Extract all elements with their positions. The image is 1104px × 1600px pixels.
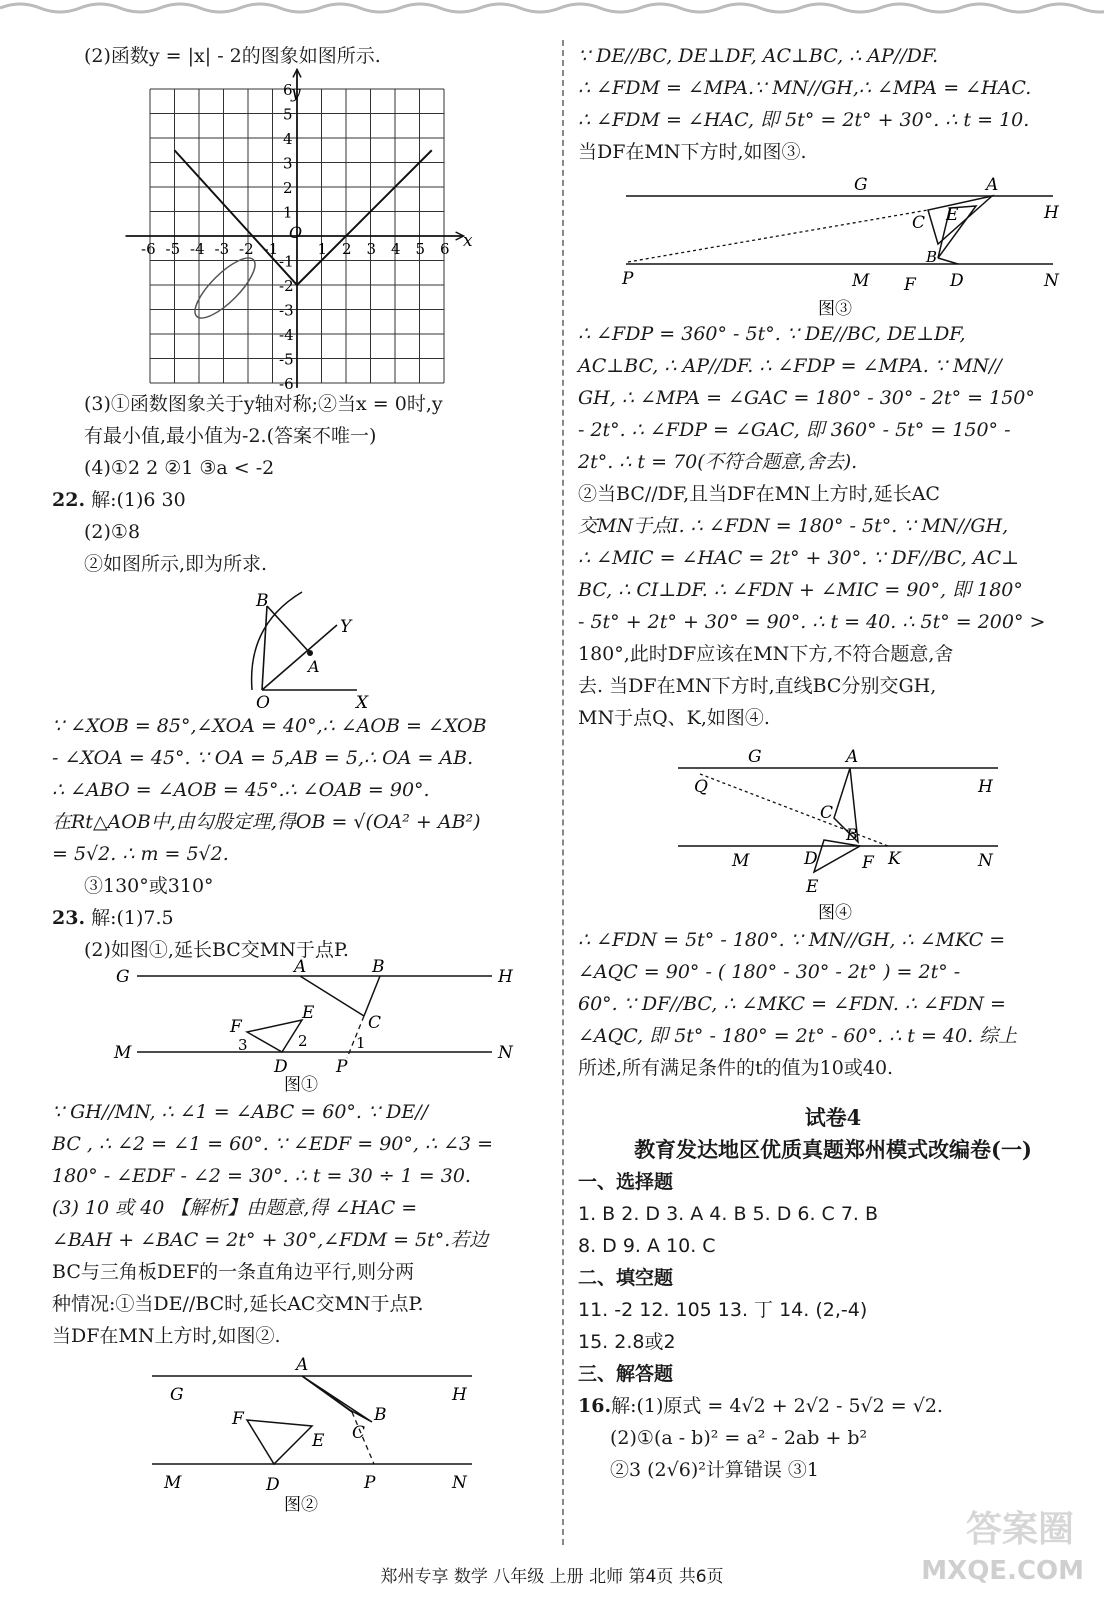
q22-proof-1: ∵ ∠XOB = 85°,∠XOA = 40°,∴ ∠AOB = ∠XOB	[52, 715, 487, 737]
y-tick-label: -3	[279, 301, 294, 320]
right-line-22: 所述,所有满足条件的t的值为10或40.	[578, 1057, 894, 1079]
y-tick-label: 2	[283, 179, 293, 197]
fig3-label-a: A	[986, 175, 999, 195]
fig22-label-o: O	[256, 693, 270, 713]
q23-part3-2: ∠BAH + ∠BAC = 2t° + 30°,∠FDM = 5t°.若边	[52, 1229, 489, 1251]
fig1-angle-3: 3	[238, 1036, 248, 1054]
fig1-label-m: M	[114, 1043, 132, 1063]
stamp-mark	[187, 250, 263, 326]
right-line-1: ∵ DE//BC, DE⊥DF, AC⊥BC, ∴ AP//DF.	[578, 45, 939, 67]
fig3-label-m: M	[852, 271, 870, 291]
fig3-label-d: D	[950, 271, 964, 291]
fig3-label-f: F	[904, 275, 916, 295]
y-tick-label: 3	[283, 154, 293, 173]
fig2-label-b: B	[374, 1405, 387, 1425]
q23-part3-5: 当DF在MN上方时,如图②.	[52, 1325, 281, 1347]
y-tick-label: -4	[279, 326, 294, 344]
fig3-label-p: P	[622, 269, 634, 289]
paper-subtitle: 教育发达地区优质真题郑州模式改编卷(一)	[634, 1137, 1032, 1162]
watermark-logo: 答案圈	[965, 1509, 1074, 1550]
right-line-6: AC⊥BC, ∴ AP//DF. ∴ ∠FDP = ∠MPA. ∵ MN//	[578, 355, 1002, 377]
paper-title: 试卷4	[804, 1105, 862, 1130]
right-line-4: 当DF在MN下方时,如图③.	[578, 141, 807, 163]
fig22-label-y: Y	[340, 617, 352, 637]
q23-part3-3: BC与三角板DEF的一条直角边平行,则分两	[52, 1261, 415, 1283]
fill-answers-1: 11. -2 12. 105 13. 丁 14. (2,-4)	[578, 1299, 868, 1321]
fig4-label-k: K	[888, 849, 901, 869]
x-tick-label: -2	[239, 240, 254, 258]
fig2-label-g: G	[170, 1385, 184, 1405]
fill-answers-2: 15. 2.8或2	[578, 1331, 676, 1353]
q23-first-line	[52, 902, 552, 934]
q21-part3-line1: (3)①函数图象关于y轴对称;②当x = 0时,y	[84, 393, 443, 415]
fig1-label-c: C	[368, 1013, 382, 1033]
x-tick-label: 5	[415, 240, 426, 258]
fig1-label-a: A	[294, 957, 307, 977]
fig1-caption: 图①	[284, 1075, 318, 1095]
fig4-label-c: C	[820, 803, 834, 823]
right-line-12: ∴ ∠MIC = ∠HAC = 2t° + 30°. ∵ DF//BC, AC⊥	[578, 547, 1019, 569]
x-tick-label: 2	[342, 240, 352, 258]
right-line-20: 60°. ∵ DF//BC, ∴ ∠MKC = ∠FDN. ∴ ∠FDN =	[578, 993, 1006, 1015]
q22-first-line	[52, 484, 552, 516]
function-line	[175, 150, 432, 285]
q23-proof-3: 180° - ∠EDF - ∠2 = 30°. ∴ t = 30 ÷ 1 = 30.	[52, 1165, 471, 1187]
choice-answers-1: 1. B 2. D 3. A 4. B 5. D 6. C 7. B	[578, 1203, 879, 1225]
right-line-17: MN于点Q、K,如图④.	[578, 707, 770, 729]
right-column	[578, 40, 1088, 1486]
q22-proof-2: - ∠XOA = 45°. ∵ OA = 5,AB = 5,∴ OA = AB.	[52, 747, 474, 769]
y-tick-label: 1	[283, 203, 293, 222]
right-line-18: ∴ ∠FDN = 5t° - 180°. ∵ MN//GH, ∴ ∠MKC =	[578, 929, 1006, 951]
q21-part2: (2)函数y = |x| - 2的图象如图所示.	[84, 45, 381, 67]
y-tick-label: -6	[279, 375, 294, 393]
y-tick-label: 6	[283, 81, 293, 99]
x-tick-label: 3	[366, 240, 377, 258]
fig1-label-d: D	[274, 1057, 288, 1077]
fig4-label-e: E	[806, 877, 819, 897]
y-tick-label: 5	[283, 105, 293, 124]
q23-part2: (2)如图①,延长BC交MN于点P.	[84, 939, 349, 961]
right-line-15: 180°,此时DF应该在MN下方,不符合题意,舍	[578, 643, 954, 665]
q23-part1: 解:(1)7.5	[91, 907, 174, 929]
fig1-label-f: F	[230, 1017, 242, 1037]
x-tick-label: 6	[440, 240, 450, 258]
fig4-label-n: N	[978, 851, 993, 871]
fig22-label-x: X	[356, 693, 369, 713]
x-tick-label: -1	[263, 240, 279, 258]
fig2-label-d: D	[266, 1475, 280, 1495]
decorative-top-band	[0, 0, 1104, 22]
figure-1	[52, 957, 552, 1096]
right-line-3: ∴ ∠FDM = ∠HAC, 即 5t° = 2t° + 30°. ∴ t = 10.	[578, 109, 1030, 131]
choice-answers-2: 8. D 9. A 10. C	[578, 1235, 716, 1257]
fig4-caption: 图④	[818, 903, 852, 923]
right-line-9: 2t°. ∴ t = 70(不符合题意,舍去).	[578, 451, 858, 473]
q23-proof-1: ∵ GH//MN, ∴ ∠1 = ∠ABC = 60°. ∵ DE//	[52, 1101, 429, 1123]
fig1-label-e: E	[302, 1003, 315, 1023]
q23-part3-4: 种情况:①当DE//BC时,延长AC交MN于点P.	[52, 1293, 424, 1315]
fig4-label-b: B	[846, 825, 858, 844]
right-line-2: ∴ ∠FDM = ∠MPA.∵ MN//GH,∴ ∠MPA = ∠HAC.	[578, 77, 1032, 99]
function-graph	[141, 78, 487, 393]
fig2-label-h: H	[452, 1385, 467, 1405]
right-line-8: - 2t°. ∴ ∠FDP = ∠GAC, 即 360° - 5t° = 150° -	[578, 419, 1011, 441]
right-line-5: ∴ ∠FDP = 360° - 5t°. ∵ DE//BC, DE⊥DF,	[578, 323, 966, 345]
fig2-label-n: N	[452, 1473, 467, 1493]
fig2-label-f: F	[232, 1409, 244, 1429]
q22-part2-item2: ②如图所示,即为所求.	[84, 553, 268, 575]
fig3-label-h: H	[1044, 203, 1059, 223]
x-tick-label: 4	[391, 240, 401, 258]
q21-part4: (4)①2 2 ②1 ③a < -2	[84, 457, 275, 479]
q22-proof-5: = 5√2. ∴ m = 5√2.	[52, 843, 229, 865]
fig4-label-g: G	[748, 747, 762, 767]
column-divider	[562, 40, 564, 1545]
q22-part2: (2)①8	[84, 521, 141, 543]
y-tick-label: -5	[279, 350, 294, 369]
fig1-angle-2: 2	[298, 1032, 308, 1050]
fig3-label-g: G	[854, 175, 868, 195]
fig3-caption: 图③	[818, 299, 852, 319]
q23-proof-2: BC , ∴ ∠2 = ∠1 = 60°. ∵ ∠EDF = 90°, ∴ ∠3 =	[52, 1133, 494, 1155]
q22-figure	[52, 580, 552, 713]
fig2-label-a: A	[296, 1355, 309, 1375]
fig4-label-d: D	[804, 849, 818, 869]
right-line-7: GH, ∴ ∠MPA = ∠GAC = 180° - 30° - 2t° = 150°	[578, 387, 1035, 409]
q23-part3-1: (3) 10 或 40 【解析】由题意,得 ∠HAC =	[52, 1197, 418, 1219]
origin-label: O	[289, 223, 303, 242]
fig1-label-h: H	[498, 967, 513, 987]
figure-2	[52, 1352, 552, 1515]
q22-part3: ③130°或310°	[84, 875, 214, 897]
fig4-label-h: H	[978, 777, 993, 797]
section-fill: 二、填空题	[578, 1267, 674, 1289]
q16-part1: 解:(1)原式 = 4√2 + 2√2 - 5√2 = √2.	[611, 1395, 943, 1417]
fig1-label-g: G	[116, 967, 130, 987]
x-tick-label: 1	[317, 240, 328, 258]
q22-proof-3: ∴ ∠ABO = ∠AOB = 45°.∴ ∠OAB = 90°.	[52, 779, 430, 801]
q22-proof-4: 在Rt△AOB中,由勾股定理,得OB = √(OA² + AB²)	[52, 811, 481, 833]
right-line-21: ∠AQC, 即 5t° - 180° = 2t° - 60°. ∴ t = 40. 综上	[578, 1025, 1018, 1047]
x-tick-label: -6	[141, 240, 156, 258]
fig4-label-q: Q	[694, 777, 708, 797]
fig2-label-m: M	[164, 1473, 182, 1493]
watermark-url: MXQE.COM	[921, 1556, 1084, 1586]
fig1-label-p: P	[336, 1057, 348, 1077]
figure-3	[578, 168, 1078, 318]
section-solve: 三、解答题	[578, 1363, 674, 1385]
q22-part1: 解:(1)6 30	[91, 489, 186, 511]
right-line-19: ∠AQC = 90° - ( 180° - 30° - 2t° ) = 2t° -	[578, 961, 961, 983]
x-tick-label: -4	[190, 240, 205, 258]
fig1-label-b: B	[372, 957, 385, 977]
fig4-label-a: A	[846, 747, 859, 767]
fig22-label-b: B	[256, 591, 269, 611]
page-footer: 郑州专享 数学 八年级 上册 北师 第4页 共6页	[380, 1567, 724, 1587]
fig2-caption: 图②	[284, 1495, 318, 1515]
q22-number: 22.	[52, 489, 86, 511]
figure-4	[578, 734, 1078, 924]
fig3-label-n: N	[1044, 271, 1059, 291]
y-axis-label: y	[291, 83, 301, 103]
fig4-label-f: F	[862, 853, 874, 873]
fig3-label-b: B	[926, 248, 938, 266]
section-choice: 一、选择题	[578, 1171, 674, 1193]
right-line-10: ②当BC//DF,且当DF在MN上方时,延长AC	[578, 483, 940, 505]
q16-first-line	[578, 1390, 1088, 1422]
fig22-label-a: A	[308, 657, 320, 676]
fig3-label-c: C	[912, 213, 926, 233]
q23-number: 23.	[52, 907, 86, 929]
fig1-angle-1: 1	[356, 1034, 366, 1052]
y-tick-label: -1	[279, 252, 294, 271]
y-tick-label: 4	[283, 130, 293, 148]
q16-part2: (2)①(a - b)² = a² - 2ab + b²	[610, 1427, 868, 1449]
right-line-11: 交MN于点I. ∴ ∠FDN = 180° - 5t°. ∵ MN//GH,	[578, 515, 1009, 537]
fig2-label-c: C	[352, 1423, 366, 1443]
x-tick-label: -5	[165, 240, 181, 258]
x-tick-label: -3	[214, 240, 230, 258]
fig3-label-e: E	[946, 205, 959, 225]
right-line-14: - 5t° + 2t° + 30° = 90°. ∴ t = 40. ∴ 5t° = 200° >	[578, 611, 1046, 633]
fig2-label-p: P	[364, 1473, 376, 1493]
q16-number: 16.	[578, 1395, 612, 1417]
q16-part2-items: ②3 (2√6)²计算错误 ③1	[610, 1459, 819, 1481]
y-tick-label: -2	[279, 277, 294, 295]
fig4-label-m: M	[732, 851, 750, 871]
fig1-label-n: N	[498, 1043, 513, 1063]
q21-part3-line2: 有最小值,最小值为-2.(答案不唯一)	[84, 425, 377, 447]
right-line-13: BC, ∴ CI⊥DF. ∴ ∠FDN + ∠MIC = 90°, 即 180°	[578, 579, 1023, 601]
x-axis-label: x	[463, 231, 473, 251]
fig2-label-e: E	[312, 1431, 325, 1451]
left-column	[52, 40, 552, 1515]
right-line-16: 去. 当DF在MN下方时,直线BC分别交GH,	[578, 675, 937, 697]
